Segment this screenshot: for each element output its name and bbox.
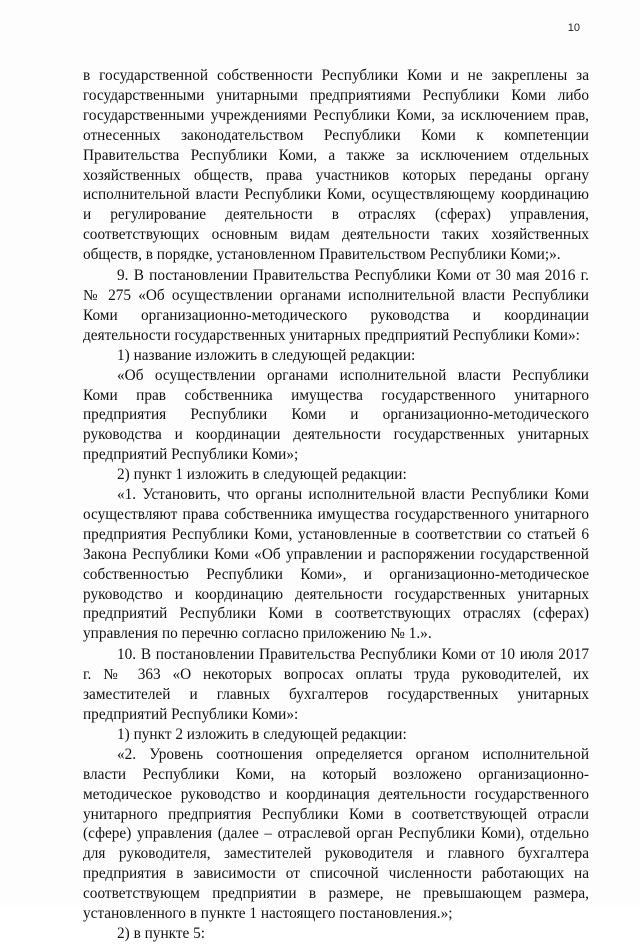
document-body <box>83 66 589 944</box>
paragraph-subitem-9-1: 1) название изложить в следующей редакции: <box>117 346 416 364</box>
paragraph-item-10: 10. В постановлении Правительства Республики Коми от 10 июля 2017 г. № 363 «О некоторых вопросах оплаты труда руководителей, их заместителей и главных бухгалтеров государственных унитарных предприятий Республики Коми»: <box>83 646 589 723</box>
paragraph-quote-point-2: «2. Уровень соотношения определяется органом исполнительной власти Республики Коми, на который возложено организационно-методическое руководство и координация деятельности государственного унитарного предприятия Республики Коми в соответствующей отрасли (сфере) управления (далее – отраслевой орган Республики Коми), отдельно для руководителя, заместителей руководителя и главного бухгалтера предприятия в зависимости от списочной численности работающих на соответствующем предприятии в размере, не превышающем размера, установленного в пункте 1 настоящего постановления.»; <box>83 745 589 923</box>
paragraph-quote-point-1: «1. Установить, что органы исполнительной власти Республики Коми осуществляют права собственника имущества государственного унитарного предприятия Республики Коми, установленные в соответствии со статьей 6 Закона Республики Коми «Об управлении и распоряжении государственной собственностью Республики Коми», и организационно-методическое руководство и координацию деятельности государственных унитарных предприятий Республики Коми в соответствующих отраслях (сферах) управления по перечню согласно приложению № 1.». <box>83 486 589 643</box>
paragraph-subitem-10-1: 1) пункт 2 изложить в следующей редакции: <box>117 725 407 743</box>
paragraph-quote-title: «Об осуществлении органами исполнительной власти Республики Коми прав собственника имущества государственного унитарного предприятия Республики Коми и организационно-методического руководства и координации деятельности государственных унитарных предприятий Республики Коми»; <box>83 366 589 464</box>
paragraph-item-9: 9. В постановлении Правительства Республики Коми от 30 мая 2016 г. № 275 «Об осуществлении органами исполнительной власти Республики Коми организационно-методического руководства и координации деятельности государственных унитарных предприятий Республики Коми»: <box>83 267 589 344</box>
page-number: 10 <box>567 22 580 34</box>
paragraph-subitem-10-2: 2) в пункте 5: <box>117 924 206 942</box>
paragraph-continuation: в государственной собственности Республики Коми и не закреплены за государственными унитарными предприятиями Республики Коми либо государственными учреждениями Республики Коми, за исключением прав, отнесенных законодательством Республики Коми к компетенции Правительства Республики Коми, а также за исключением отдельных хозяйственных обществ, права участников которых переданы органу исполнительной власти Республики Коми, осуществляющему координацию и регулирование деятельности в отраслях (сферах) управления, соответствующих основным видам деятельности таких хозяйственных обществ, в порядке, установленном Правительством Республики Коми;». <box>83 67 589 264</box>
paragraph-subitem-9-2: 2) пункт 1 изложить в следующей редакции: <box>117 466 407 484</box>
